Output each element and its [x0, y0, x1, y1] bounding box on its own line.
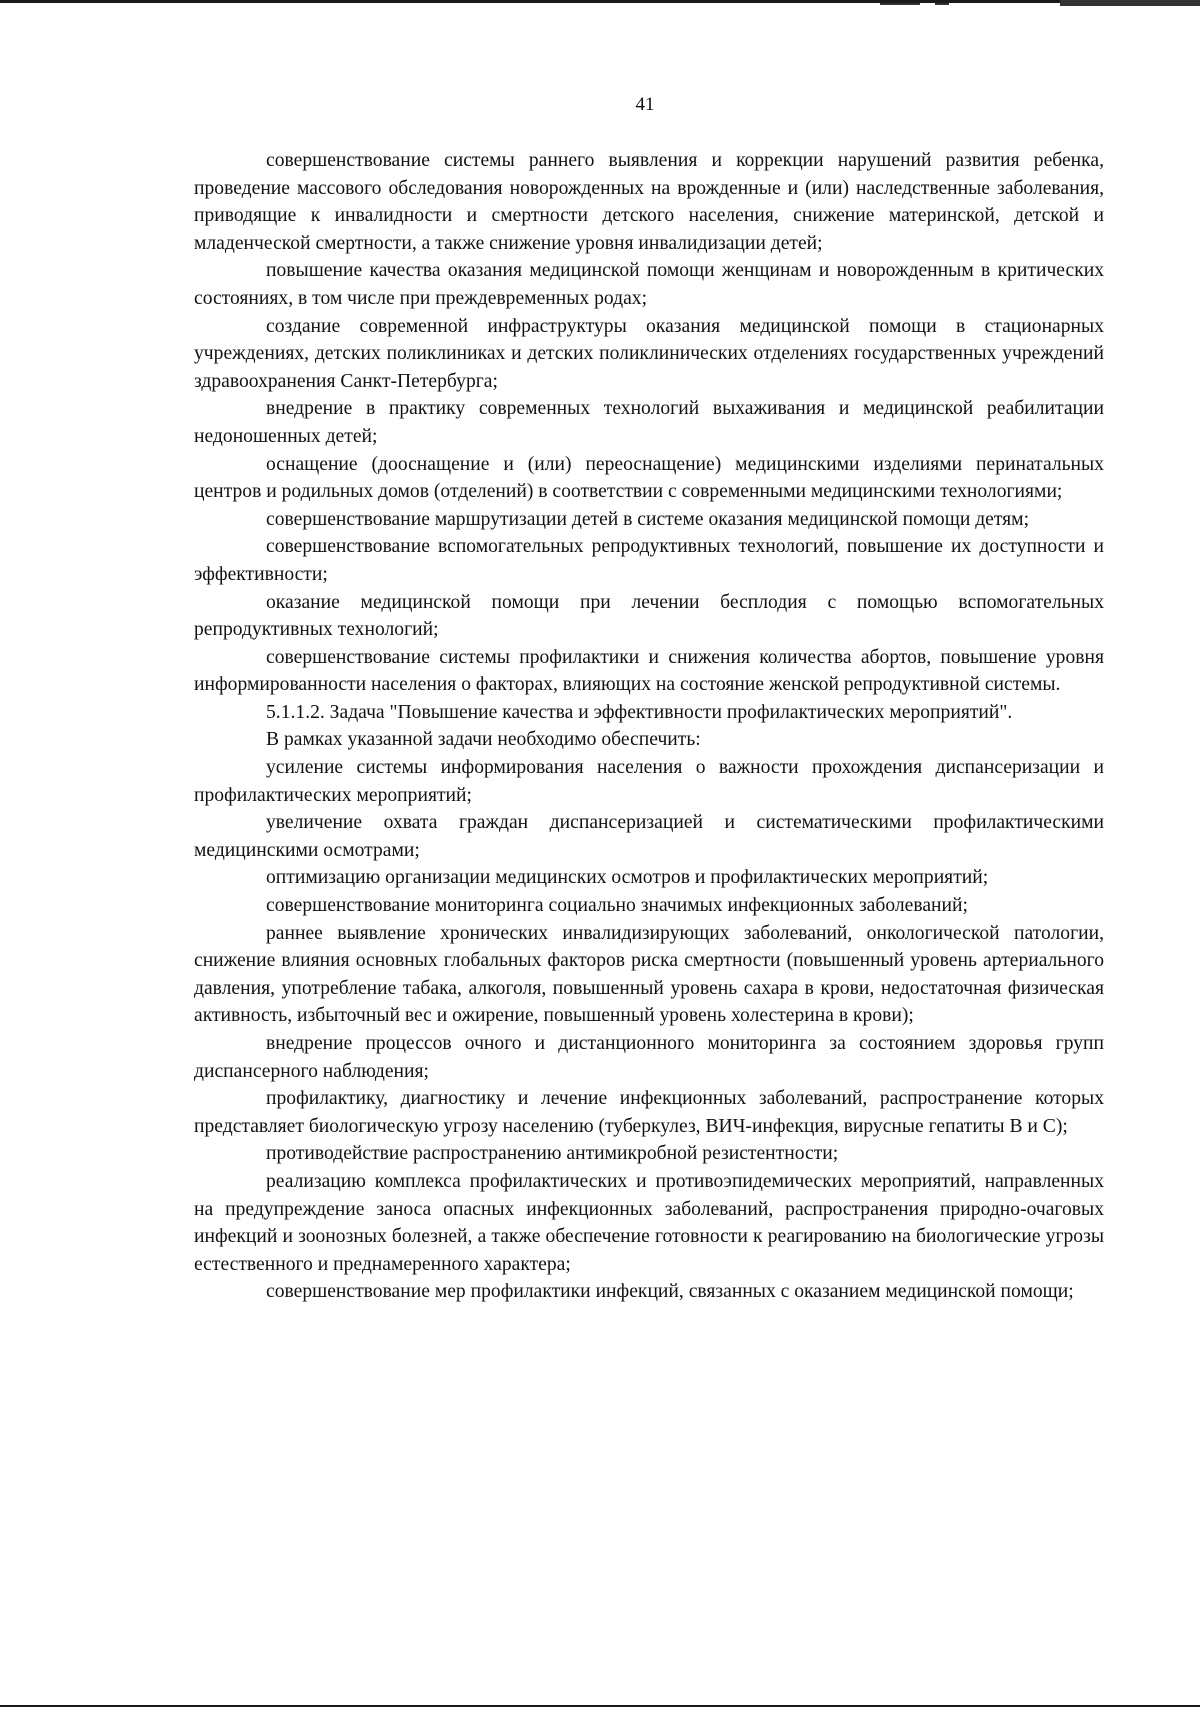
paragraph: создание современной инфраструктуры оказания медицинской помощи в стационарных учреждениях, детских поликлиниках и детских поликлинических отделениях государственных учреждений здравоохранения Санкт-Петербурга; [194, 315, 1104, 392]
paragraph: внедрение процессов очного и дистанционного мониторинга за состоянием здоровья групп диспансерного наблюдения; [194, 1033, 1104, 1082]
paragraph: оснащение (дооснащение и (или) переоснащение) медицинскими изделиями перинатальных центров и родильных домов (отделений) в соответствии с современными медицинскими технологиями; [194, 453, 1104, 503]
scan-bottom-border [0, 1705, 1200, 1707]
paragraph: раннее выявление хронических инвалидизирующих заболеваний, онкологической патологии, снижение влияния основных глобальных факторов риска смертности (повышенный уровень артериального давления, употребление табака, алкоголя, повышенный уровень сахара в крови, недостаточная физическая активность, избыточный вес и ожирение, повышенный уровень холестерина в крови); [194, 922, 1104, 1027]
scan-artifact [880, 3, 920, 5]
paragraph: совершенствование маршрутизации детей в системе оказания медицинской помощи детям; [266, 508, 1030, 530]
paragraph: совершенствование мониторинга социально значимых инфекционных заболеваний; [266, 895, 968, 917]
paragraph: профилактику, диагностику и лечение инфекционных заболеваний, распространение которых представляет биологическую угрозу населению (туберкулез, ВИЧ-инфекция, вирусные гепатиты В и С); [194, 1088, 1104, 1137]
paragraph: совершенствование мер профилактики инфекций, связанных с оказанием медицинской помощи; [266, 1281, 1074, 1303]
section-heading: 5.1.1.2. Задача "Повышение качества и эффективности профилактических мероприятий". [266, 701, 1013, 723]
page-number: 41 [635, 94, 655, 115]
paragraph: усиление системы информирования населения о важности прохождения диспансеризации и профилактических мероприятий; [194, 757, 1104, 806]
paragraph: оказание медицинской помощи при лечении бесплодия с помощью вспомогательных репродуктивных технологий; [194, 591, 1104, 641]
paragraph: совершенствование вспомогательных репродуктивных технологий, повышение их доступности и эффективности; [194, 536, 1104, 585]
paragraph: оптимизацию организации медицинских осмотров и профилактических мероприятий; [266, 867, 989, 889]
paragraph: реализацию комплекса профилактических и противоэпидемических мероприятий, направленных на предупреждение заноса опасных инфекционных заболеваний, распространения природно-очаговых инфекций и зоонозных болезней, а также обеспечение готовности к реагированию на биологические угрозы естественного и преднамеренного характера; [194, 1170, 1104, 1275]
scan-artifact [935, 3, 949, 5]
paragraph: увеличение охвата граждан диспансеризацией и систематическими профилактическими медицинскими осмотрами; [194, 812, 1104, 861]
document-body [194, 147, 1104, 1306]
scan-artifact [1060, 0, 1200, 6]
paragraph: повышение качества оказания медицинской помощи женщинам и новорожденным в критических состояниях, в том числе при преждевременных родах; [194, 260, 1104, 309]
paragraph: противодействие распространению антимикробной резистентности; [266, 1143, 839, 1165]
paragraph: совершенствование системы раннего выявления и коррекции нарушений развития ребенка, проведение массового обследования новорожденных на врожденные и (или) наследственные заболевания, приводящие к инвалидности и смертности детского населения, снижение материнской, детской и младенческой смертности, а также снижение уровня инвалидизации детей; [194, 150, 1104, 254]
paragraph: совершенствование системы профилактики и снижения количества абортов, повышение уровня информированности населения о факторах, влияющих на состояние женской репродуктивной системы. [194, 646, 1104, 696]
scan-top-border [0, 0, 1200, 3]
paragraph: В рамках указанной задачи необходимо обеспечить: [266, 729, 701, 751]
paragraph: внедрение в практику современных технологий выхаживания и медицинской реабилитации недоношенных детей; [194, 398, 1104, 447]
